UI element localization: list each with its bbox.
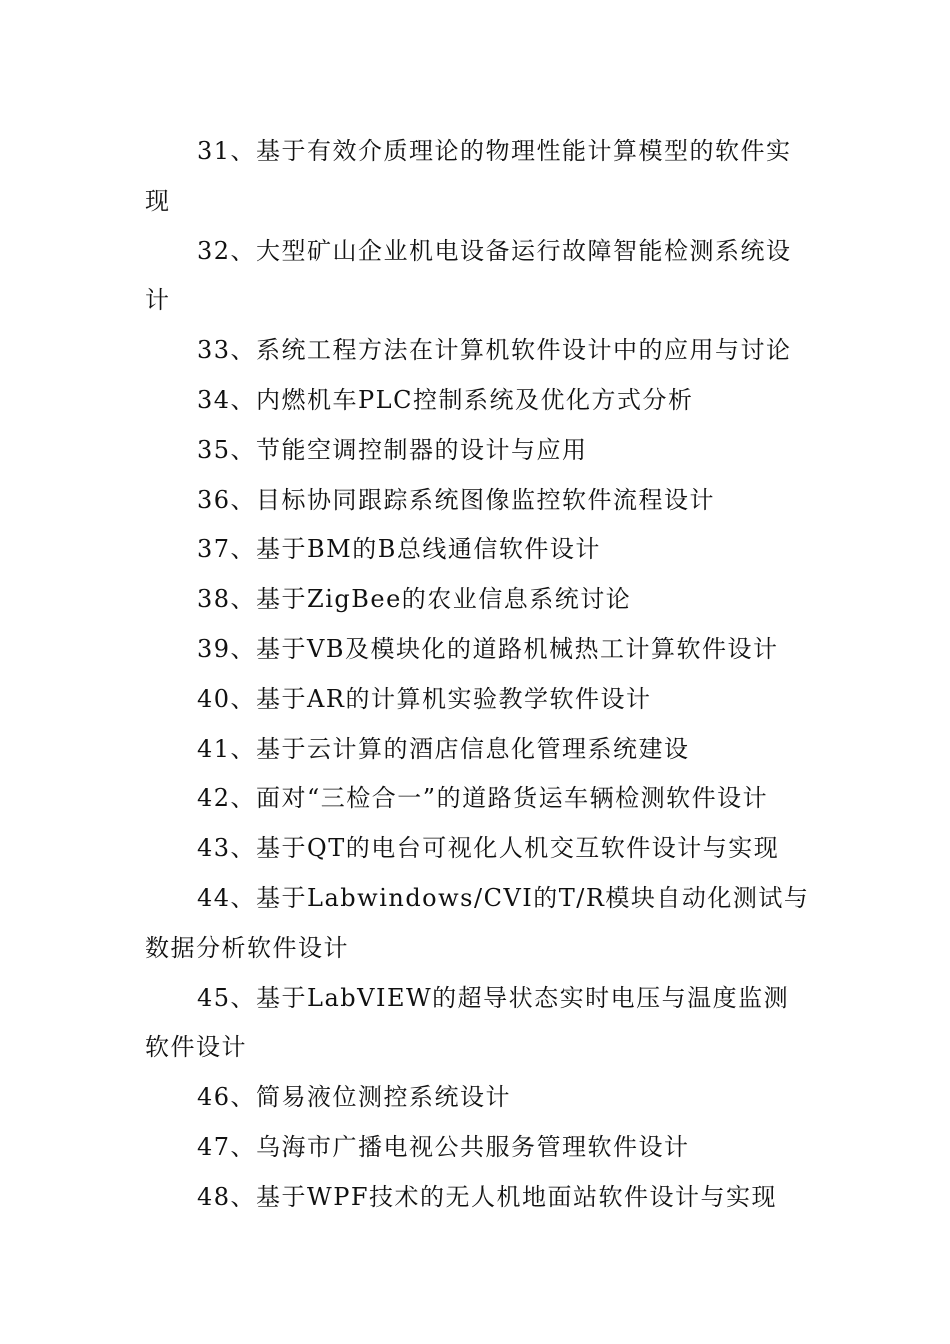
list-item: 41、基于云计算的酒店信息化管理系统建设 <box>197 734 690 763</box>
list-item: 36、目标协同跟踪系统图像监控软件流程设计 <box>197 485 716 514</box>
list-item: 43、基于QT的电台可视化人机交互软件设计与实现 <box>197 834 780 863</box>
list-item: 32、大型矿山企业机电设备运行故障智能检测系统设计 <box>145 236 792 315</box>
list-item: 35、节能空调控制器的设计与应用 <box>197 435 588 464</box>
list-item: 44、基于Labwindows/CVI的T/R模块自动化测试与数据分析软件设计 <box>145 883 810 962</box>
list-item: 46、简易液位测控系统设计 <box>197 1083 512 1112</box>
list-item: 31、基于有效介质理论的物理性能计算模型的软件实现 <box>145 137 792 215</box>
list-item: 38、基于ZigBee的农业信息系统讨论 <box>197 585 632 614</box>
list-item: 34、内燃机车PLC控制系统及优化方式分析 <box>197 385 694 414</box>
list-item: 39、基于VB及模块化的道路机械热工计算软件设计 <box>197 634 779 663</box>
list-item: 42、面对“三检合一”的道路货运车辆检测软件设计 <box>197 784 769 813</box>
list-item: 48、基于WPF技术的无人机地面站软件设计与实现 <box>197 1182 778 1211</box>
topic-list <box>145 127 810 1223</box>
list-item: 47、乌海市广播电视公共服务管理软件设计 <box>197 1132 690 1161</box>
list-item: 40、基于AR的计算机实验教学软件设计 <box>197 684 652 713</box>
list-item: 33、系统工程方法在计算机软件设计中的应用与讨论 <box>197 336 792 365</box>
list-item: 45、基于LabVIEW的超导状态实时电压与温度监测软件设计 <box>145 983 790 1062</box>
list-item: 37、基于BM的B总线通信软件设计 <box>197 535 601 564</box>
